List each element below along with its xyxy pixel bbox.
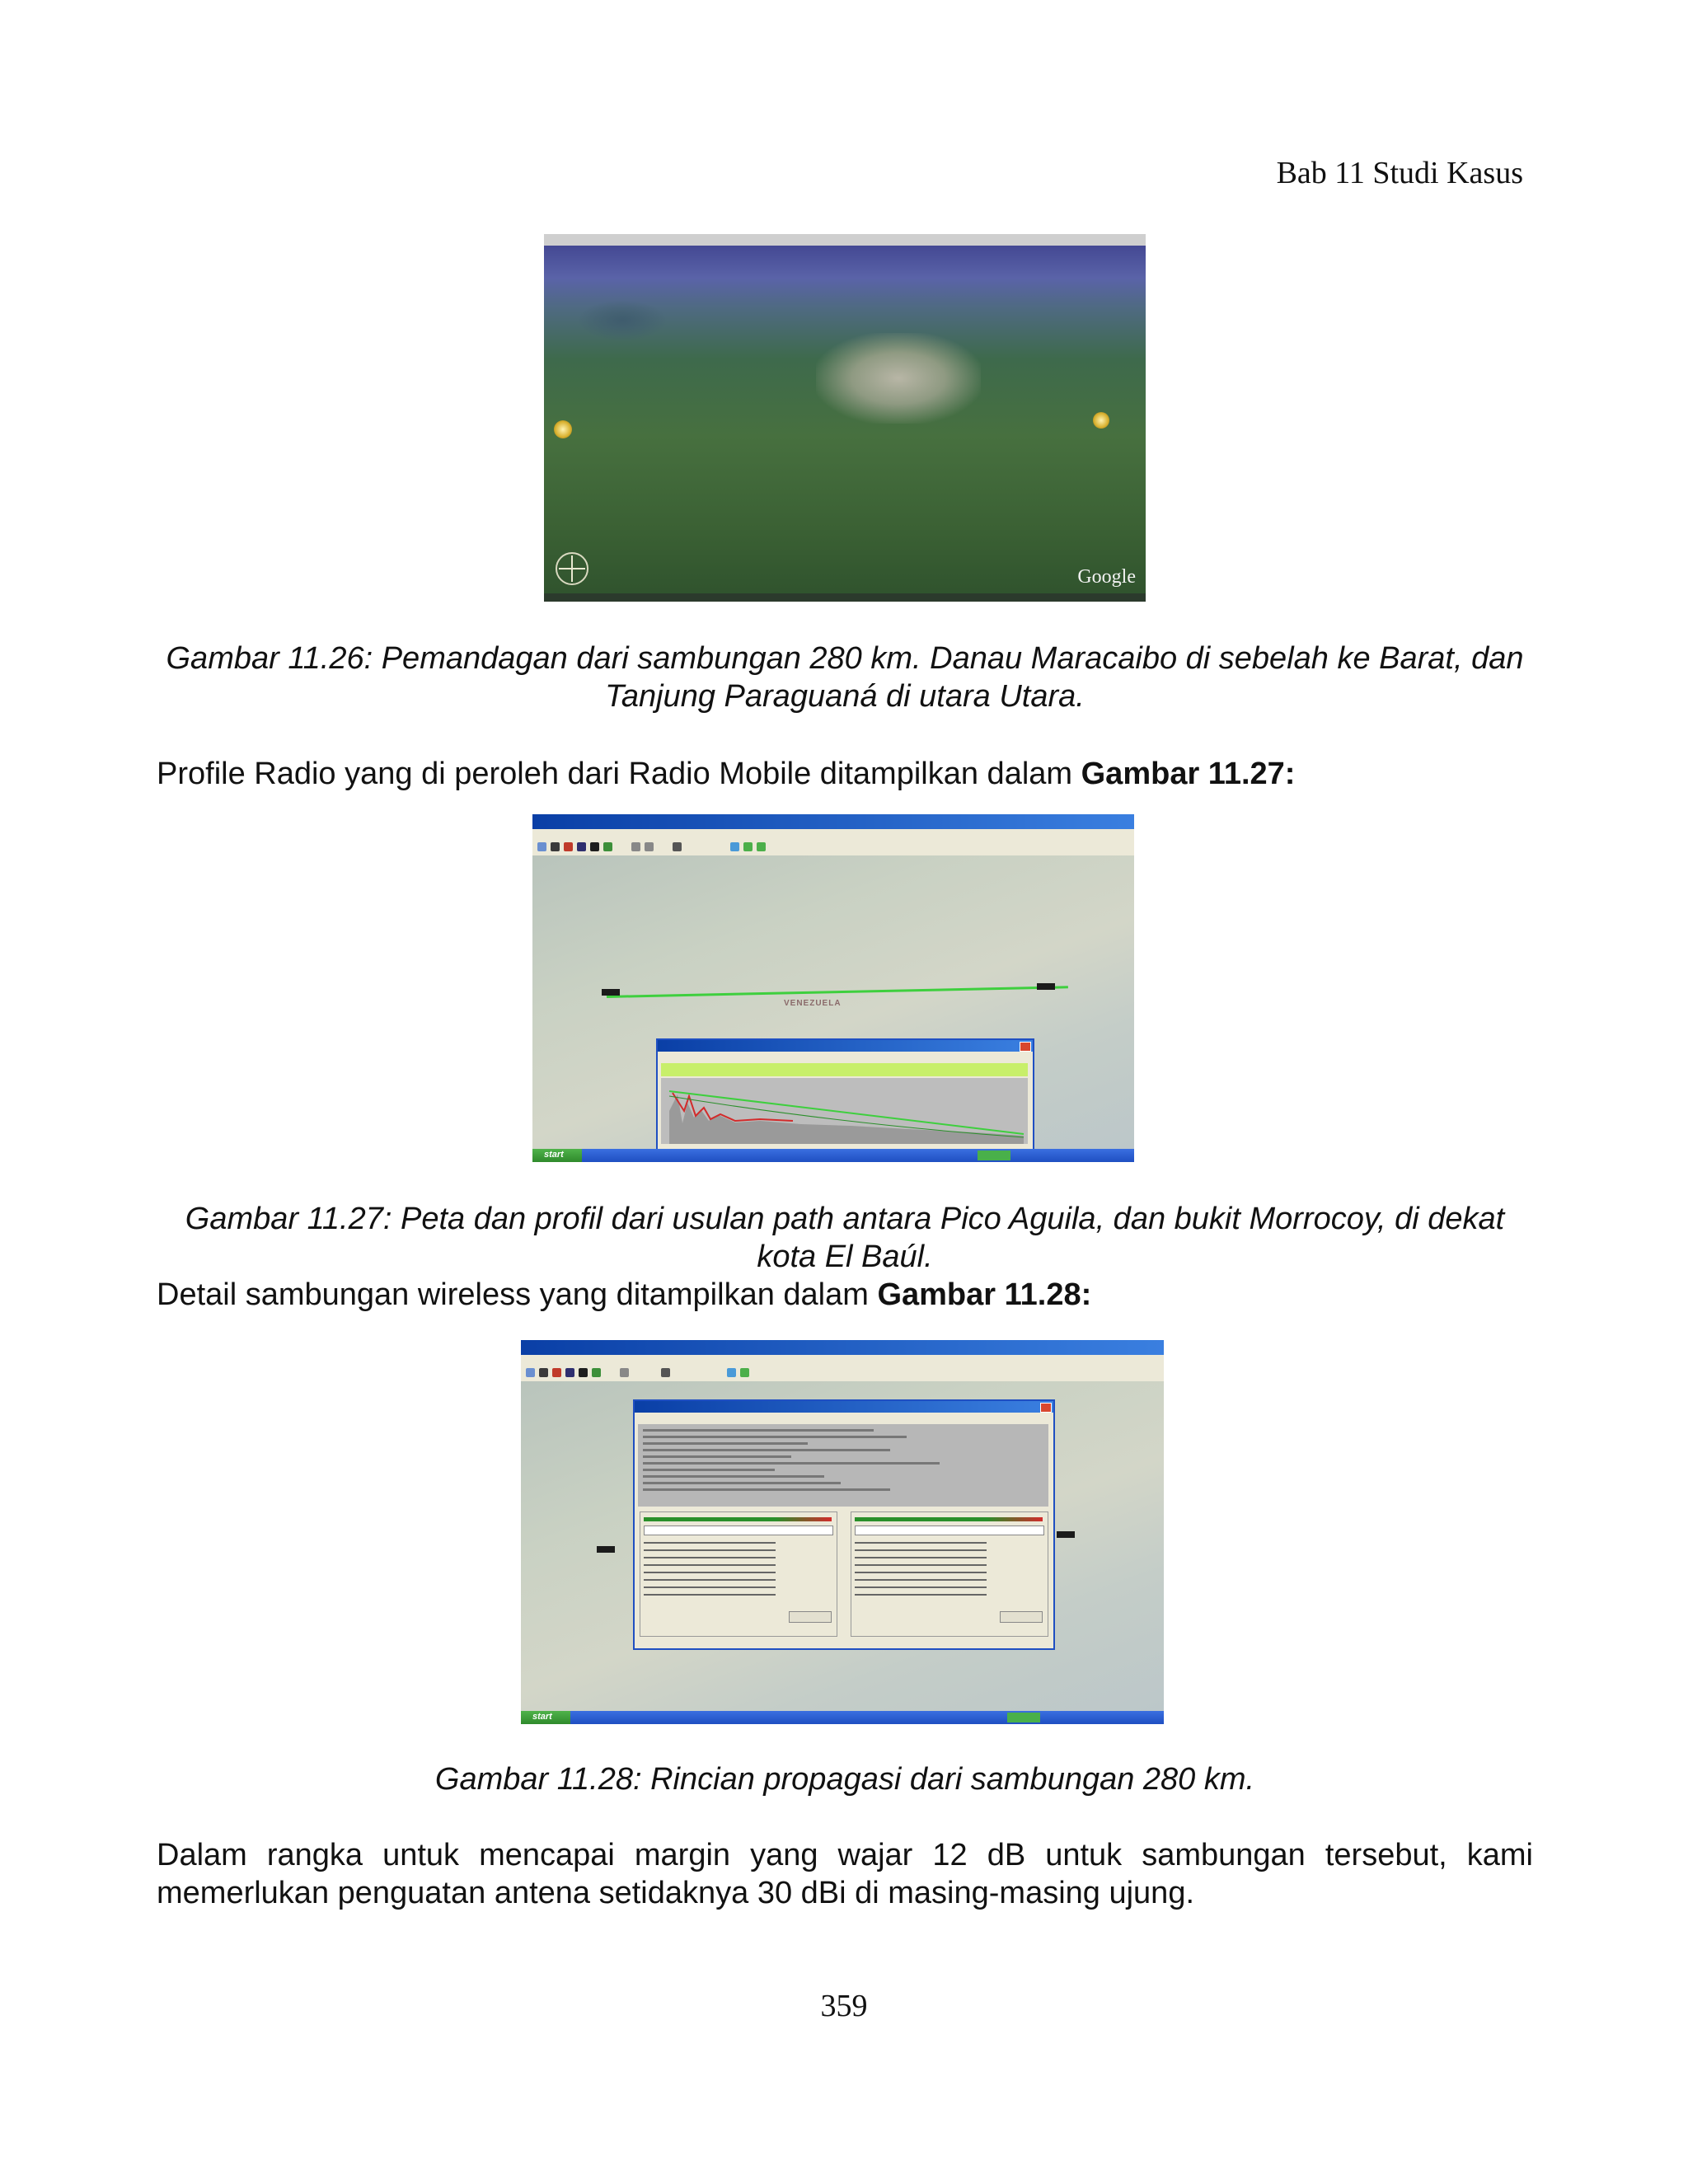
windows-taskbar [532, 1149, 1134, 1162]
save-icon[interactable] [539, 1368, 548, 1377]
globe-icon[interactable] [565, 1368, 574, 1377]
compass-icon [556, 552, 588, 585]
google-logo: Google [1077, 566, 1136, 588]
grid-icon[interactable] [620, 1368, 629, 1377]
close-icon[interactable] [1020, 1042, 1031, 1052]
open-icon[interactable] [526, 1368, 535, 1377]
paragraph-intro-radio-profile [157, 755, 1533, 793]
radio-mobile-detail-figure [521, 1340, 1164, 1724]
apply-button [1000, 1611, 1043, 1623]
dialog-menu [661, 1053, 1028, 1062]
transmitter-select [644, 1526, 833, 1535]
radio-profile-plot [661, 1078, 1028, 1144]
paragraph-wireless-detail [157, 1276, 1533, 1314]
play-icon[interactable] [592, 1368, 601, 1377]
chart-icon[interactable] [730, 842, 739, 851]
site-marker[interactable] [1037, 983, 1055, 990]
chart-icon[interactable] [743, 842, 753, 851]
start-label: start [532, 1712, 552, 1722]
radio-link-dialog [633, 1399, 1055, 1650]
dialog-title-bar [635, 1401, 1053, 1413]
figure-caption-11-26: Gambar 11.26: Pemandagan dari sambungan 280 km. Danau Maracaibo di sebelah ke Barat, dan Tanjung Paraguaná di utara Utara. [166, 641, 1524, 714]
site-marker[interactable] [1057, 1531, 1075, 1538]
figure-caption-11-27: Gambar 11.27: Peta dan profil dari usulan path antara Pico Aguila, dan bukit Morrocoy, di dekat kota El Baúl. [185, 1202, 1505, 1274]
menu-bar [521, 1355, 1164, 1365]
location-pin-icon [554, 420, 572, 438]
paragraph-antenna-gain: Dalam rangka untuk mencapai margin yang wajar 12 dB untuk sambungan tersebut, kami memerlukan penguatan antena setidaknya 30 dBi di masing-masing ujung. [157, 1838, 1533, 1910]
site-marker[interactable] [597, 1546, 615, 1553]
window-title-bar [521, 1340, 1164, 1355]
print-icon[interactable] [661, 1368, 670, 1377]
location-pin-icon [1093, 412, 1109, 429]
radio-mobile-map-figure [532, 814, 1134, 1162]
delete-icon[interactable] [564, 842, 573, 851]
menu-bar [544, 234, 1146, 246]
start-button[interactable] [521, 1711, 570, 1724]
chart-icon[interactable] [727, 1368, 736, 1377]
apply-button [789, 1611, 832, 1623]
figure-caption-11-28: Gambar 11.28: Rincian propagasi dari sambungan 280 km. [434, 1762, 1255, 1797]
propagation-details-panel [638, 1424, 1048, 1507]
chart-icon[interactable] [740, 1368, 749, 1377]
taskbar-tray-item[interactable] [978, 1151, 1010, 1160]
windows-taskbar [521, 1711, 1164, 1724]
save-icon[interactable] [551, 842, 560, 851]
menu-bar [532, 829, 1134, 839]
paragraph-text: Profile Radio yang di peroleh dari Radio Mobile ditampilkan dalam [157, 757, 1081, 791]
toolbar [532, 839, 1134, 856]
radio-link-dialog [656, 1038, 1034, 1152]
play-icon[interactable] [603, 842, 612, 851]
running-header: Bab 11 Studi Kasus [1276, 156, 1523, 190]
window-title-bar [532, 814, 1134, 829]
close-icon[interactable] [1040, 1403, 1052, 1413]
gear-icon[interactable] [590, 842, 599, 851]
taskbar-tray-item[interactable] [1007, 1713, 1040, 1722]
dialog-menu [638, 1414, 1048, 1422]
mountain-range [816, 333, 981, 424]
toolbar [521, 1365, 1164, 1382]
start-button[interactable] [532, 1149, 582, 1162]
receiver-panel [851, 1511, 1048, 1637]
transmitter-panel [640, 1511, 837, 1637]
print-icon[interactable] [673, 842, 682, 851]
delete-icon[interactable] [552, 1368, 561, 1377]
figure-reference: Gambar 11.27: [1081, 757, 1296, 791]
google-earth-figure [544, 234, 1146, 602]
open-icon[interactable] [537, 842, 546, 851]
grid-icon[interactable] [645, 842, 654, 851]
link-summary-bar [661, 1063, 1028, 1076]
map-country-label: VENEZUELA [784, 999, 842, 1008]
figure-reference: Gambar 11.28: [877, 1277, 1092, 1312]
page-number: 359 [820, 1989, 868, 2023]
globe-icon[interactable] [577, 842, 586, 851]
lake-maracaibo-area [577, 300, 668, 341]
chart-icon[interactable] [757, 842, 766, 851]
receiver-select [855, 1526, 1044, 1535]
start-label: start [544, 1150, 564, 1160]
status-bar [544, 593, 1146, 602]
grid-icon[interactable] [631, 842, 640, 851]
gear-icon[interactable] [579, 1368, 588, 1377]
dialog-title-bar [658, 1040, 1033, 1052]
paragraph-text: Detail sambungan wireless yang ditampilkan dalam [157, 1277, 878, 1312]
site-marker[interactable] [602, 989, 620, 996]
